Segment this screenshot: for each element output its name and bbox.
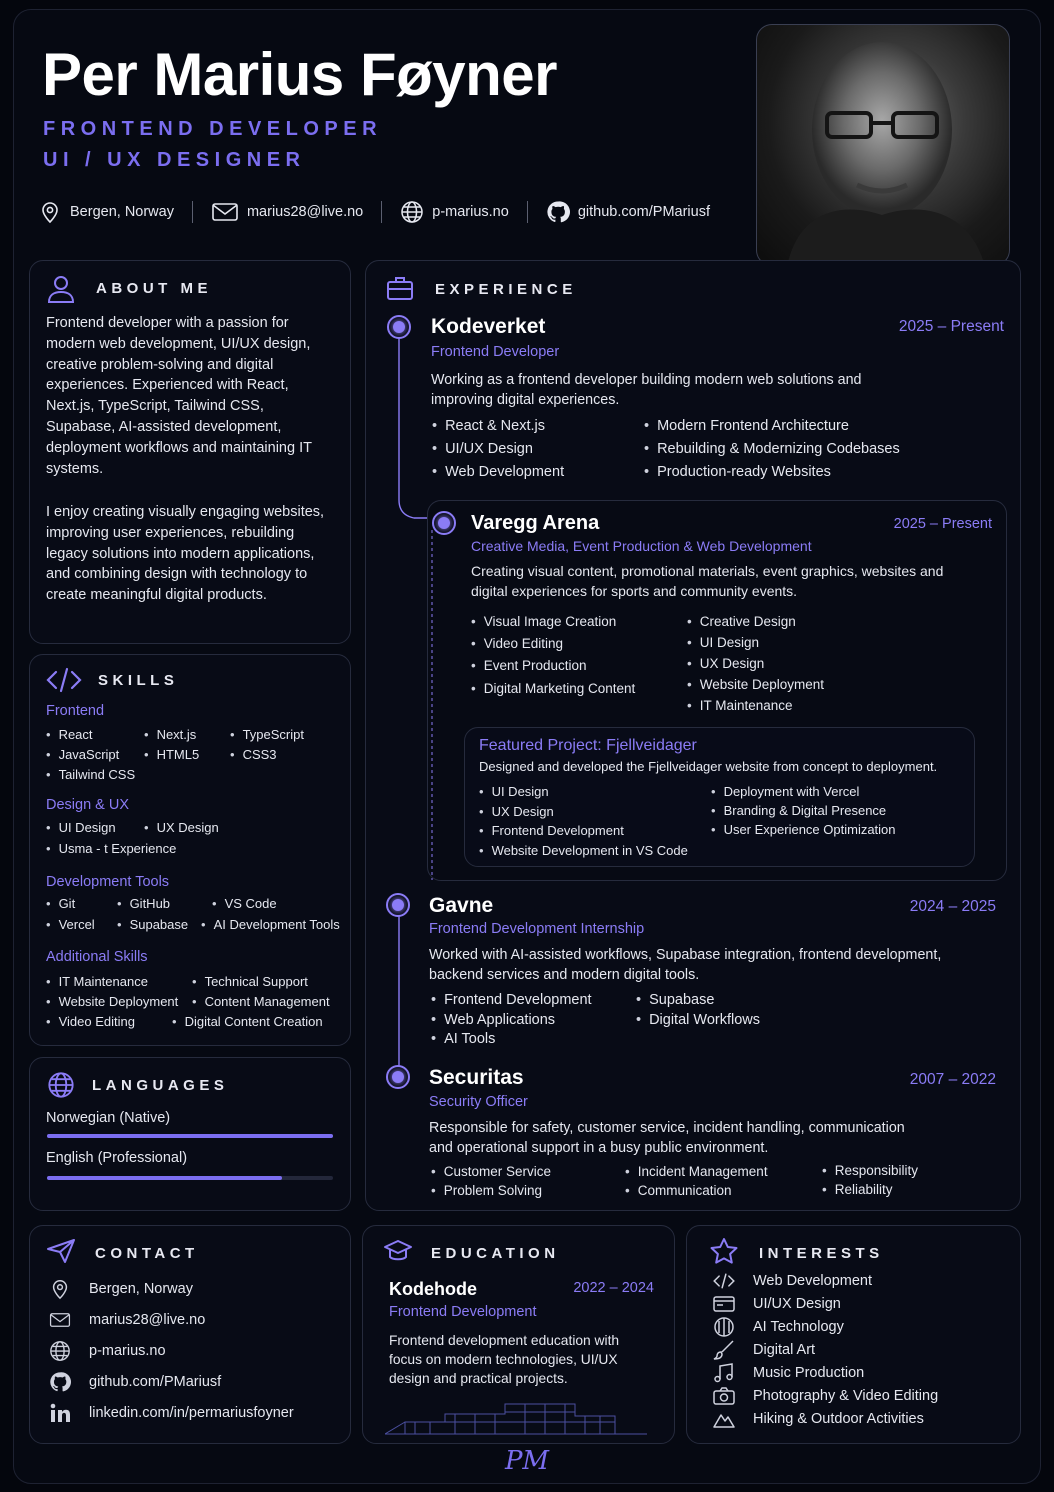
header-location-text: Bergen, Norway: [70, 204, 174, 220]
skill-item: • IT Maintenance: [46, 974, 148, 989]
header-email[interactable]: [211, 201, 363, 223]
profile-photo: [756, 24, 1010, 266]
github-icon: [546, 200, 570, 224]
skill-item: • TypeScript: [230, 727, 304, 742]
divider: [527, 201, 528, 223]
globe-icon: [400, 200, 424, 224]
skill-item: • Website Deployment: [46, 994, 178, 1009]
header-email-text[interactable]: marius28@live.no: [246, 204, 364, 220]
job-bullet: • Digital Marketing Content: [471, 681, 635, 696]
job-bullet: • Communication: [625, 1183, 732, 1198]
contact-location-text: Bergen, Norway: [89, 1281, 193, 1297]
featured-bullet: • User Experience Optimization: [711, 822, 896, 837]
timeline-dot: [386, 893, 410, 917]
timeline-dot: [387, 315, 411, 339]
interest-item: [713, 1272, 872, 1290]
header-location: [38, 200, 174, 224]
globe-icon: [49, 1340, 71, 1362]
monogram-logo: PM: [504, 1446, 550, 1476]
job-bullet: • UI Design: [687, 635, 759, 650]
interest-item: [713, 1295, 841, 1313]
header-contact-row: [38, 200, 710, 224]
skill-item: • Next.js: [144, 727, 196, 742]
location-pin-icon: [38, 200, 62, 224]
skills-tools-label: Development Tools: [46, 874, 170, 890]
interest-item: [713, 1386, 938, 1406]
language-level-bar: [47, 1176, 333, 1180]
interest-label: UI/UX Design: [753, 1296, 841, 1312]
contact-linkedin-text[interactable]: linkedin.com/in/permariusfoyner: [89, 1405, 294, 1421]
about-paragraph-1: Frontend developer with a passion for modern web development, UI/UX design, creative problem-solving and digital experiences. Experienced with React, Next.js, TypeScript, Tailwind CSS, Supabase, AI-assisted development, deployment workflows and maintaining IT systems.: [46, 315, 312, 477]
skills-additional-label: Additional Skills: [46, 949, 148, 965]
job-description: Working as a frontend developer building modern web solutions and improving digital experiences.: [431, 372, 862, 408]
divider: [381, 201, 382, 223]
contact-website[interactable]: [49, 1340, 166, 1362]
skill-item: • Content Management: [192, 994, 330, 1009]
code-icon: [46, 667, 82, 693]
job-bullet: • Supabase: [636, 992, 714, 1008]
featured-bullet: • Deployment with Vercel: [711, 784, 859, 799]
github-icon: [49, 1371, 71, 1393]
job-bullet: • Web Applications: [431, 1012, 555, 1028]
skill-item: • VS Code: [212, 896, 277, 911]
interest-label: Digital Art: [753, 1342, 816, 1358]
contact-email-text[interactable]: marius28@live.no: [89, 1312, 206, 1328]
brain-icon: [713, 1317, 735, 1337]
contact-github-text[interactable]: github.com/PMariusf: [89, 1374, 222, 1390]
interest-item: [713, 1409, 924, 1429]
header-github[interactable]: [546, 200, 710, 224]
timeline-dot: [432, 511, 456, 535]
role-title-2: UI / UX DESIGNER: [43, 149, 306, 171]
education-school: Kodehode: [389, 1279, 477, 1299]
contact-email[interactable]: [49, 1309, 205, 1331]
contact-website-text[interactable]: p-marius.no: [89, 1343, 166, 1359]
interest-item: [713, 1363, 864, 1383]
code-icon: [713, 1272, 735, 1290]
skills-title: SKILLS: [98, 672, 179, 689]
paintbrush-icon: [713, 1340, 735, 1360]
language-level-fill: [47, 1134, 333, 1138]
skill-item: • UI Design: [46, 820, 116, 835]
job-bullet: • Problem Solving: [431, 1183, 542, 1198]
skill-item: • Tailwind CSS: [46, 767, 135, 782]
skill-item: • AI Development Tools: [201, 917, 340, 932]
skill-item: • Vercel: [46, 917, 95, 932]
job-dates: 2024 – 2025: [909, 898, 996, 915]
interests-title: INTERESTS: [759, 1245, 884, 1262]
header-github-text[interactable]: github.com/PMariusf: [577, 204, 710, 220]
languages-title: LANGUAGES: [92, 1077, 229, 1094]
skill-item: • GitHub: [117, 896, 170, 911]
contact-location: [49, 1278, 193, 1300]
job-bullet: • Rebuilding & Modernizing Codebases: [644, 441, 900, 457]
camera-icon: [713, 1386, 735, 1406]
mail-icon: [211, 201, 239, 223]
interest-label: Hiking & Outdoor Activities: [753, 1411, 924, 1427]
language-level-bar: [47, 1134, 333, 1138]
send-icon: [46, 1238, 76, 1264]
job-role: Creative Media, Event Production & Web Development: [471, 538, 812, 554]
job-bullet: • React & Next.js: [432, 418, 545, 434]
interest-label: Web Development: [753, 1273, 873, 1289]
job-bullet: • Production-ready Websites: [644, 464, 831, 480]
featured-project-description: Designed and developed the Fjellveidager website from concept to deployment.: [479, 759, 938, 774]
job-role: Frontend Developer: [431, 344, 560, 360]
skill-item: • UX Design: [144, 820, 219, 835]
language-name: Norwegian (Native): [46, 1110, 171, 1126]
job-bullet: • Visual Image Creation: [471, 614, 616, 629]
user-icon: [46, 274, 76, 304]
job-dates: 2007 – 2022: [909, 1071, 996, 1088]
music-note-icon: [713, 1363, 735, 1383]
full-name: Per Marius Føyner: [42, 41, 558, 108]
timeline-dot: [386, 1065, 410, 1089]
education-title: EDUCATION: [431, 1245, 560, 1262]
browser-window-icon: [713, 1295, 735, 1313]
featured-bullet: • Website Development in VS Code: [479, 843, 688, 858]
skill-item: • Supabase: [117, 917, 188, 932]
job-bullet: • Digital Workflows: [636, 1012, 760, 1028]
building-skyline-illustration: [385, 1392, 647, 1436]
job-bullet: • IT Maintenance: [687, 698, 793, 713]
education-dates: 2022 – 2024: [573, 1280, 654, 1296]
job-company: Securitas: [429, 1066, 524, 1089]
job-bullet: • Incident Management: [625, 1164, 768, 1179]
header-website[interactable]: [400, 200, 509, 224]
interest-item: [713, 1317, 844, 1337]
skill-item: • HTML5: [144, 747, 199, 762]
job-bullet: • Web Development: [432, 464, 564, 480]
job-company: Varegg Arena: [471, 512, 600, 534]
job-dates: 2025 – Present: [893, 516, 992, 532]
job-bullet: • Website Deployment: [687, 677, 824, 692]
skill-item: • Git: [46, 896, 75, 911]
role-title-1: FRONTEND DEVELOPER: [43, 118, 383, 140]
experience-title: EXPERIENCE: [435, 281, 577, 298]
language-name: English (Professional): [46, 1150, 188, 1166]
job-dates: 2025 – Present: [898, 318, 1004, 335]
interest-label: Photography & Video Editing: [753, 1388, 939, 1404]
job-bullet: • UX Design: [687, 656, 764, 671]
skill-item: • Usma - t Experience: [46, 841, 176, 856]
language-level-fill: [47, 1176, 282, 1180]
education-description: Frontend development education with focus on modern technologies, UI/UX design and practical projects.: [389, 1333, 620, 1386]
mail-icon: [49, 1309, 71, 1331]
job-role: Security Officer: [429, 1094, 528, 1110]
skill-item: • Digital Content Creation: [172, 1014, 323, 1029]
skill-item: • JavaScript: [46, 747, 119, 762]
contact-github[interactable]: [49, 1371, 221, 1393]
job-company: Gavne: [429, 894, 494, 917]
skill-item: • React: [46, 727, 93, 742]
featured-project-title: Featured Project: Fjellveidager: [479, 737, 697, 754]
job-bullet: • Responsibility: [822, 1163, 918, 1178]
job-bullet: • UI/UX Design: [432, 441, 533, 457]
timeline-subline: [430, 530, 434, 880]
job-description: Worked with AI-assisted workflows, Supabase integration, frontend development, backend services and modern digital tools.: [429, 947, 942, 983]
job-bullet: • Event Production: [471, 658, 587, 673]
skill-item: • CSS3: [230, 747, 277, 762]
skills-design-label: Design & UX: [46, 797, 130, 813]
contact-title: CONTACT: [95, 1245, 199, 1262]
job-description: Responsible for safety, customer service, incident handling, communication and operational support in a busy public environment.: [429, 1120, 905, 1156]
interest-label: Music Production: [753, 1365, 865, 1381]
about-paragraph-2: I enjoy creating visually engaging websites, improving user experiences, rebuilding legacy solutions into modern applications, and combining design with technology to create meaningful digital products.: [46, 504, 325, 604]
star-icon: [709, 1237, 739, 1265]
education-program: Frontend Development: [389, 1304, 537, 1320]
featured-bullet: • Frontend Development: [479, 823, 624, 838]
divider: [192, 201, 193, 223]
graduation-cap-icon: [383, 1237, 413, 1265]
featured-bullet: • UI Design: [479, 784, 549, 799]
job-role: Frontend Development Internship: [429, 921, 645, 937]
skill-item: • Video Editing: [46, 1014, 135, 1029]
interest-label: AI Technology: [753, 1319, 844, 1335]
globe-icon: [47, 1071, 75, 1099]
job-bullet: • Creative Design: [687, 614, 796, 629]
briefcase-icon: [386, 275, 414, 301]
job-company: Kodeverket: [431, 315, 546, 338]
featured-bullet: • UX Design: [479, 804, 554, 819]
job-bullet: • Modern Frontend Architecture: [644, 418, 849, 434]
job-bullet: • AI Tools: [431, 1031, 495, 1047]
interest-item: [713, 1340, 815, 1360]
about-title: ABOUT ME: [96, 280, 212, 297]
job-description: Creating visual content, promotional materials, event graphics, websites and digital experiences for sports and community events.: [471, 563, 944, 599]
featured-bullet: • Branding & Digital Presence: [711, 803, 886, 818]
skills-frontend-label: Frontend: [46, 703, 105, 719]
job-bullet: • Frontend Development: [431, 992, 592, 1008]
contact-linkedin[interactable]: [49, 1402, 294, 1424]
job-bullet: • Video Editing: [471, 636, 563, 651]
header-website-text[interactable]: p-marius.no: [432, 204, 509, 220]
linkedin-icon: [49, 1402, 71, 1424]
job-bullet: • Customer Service: [431, 1164, 551, 1179]
mountain-icon: [713, 1409, 735, 1429]
job-bullet: • Reliability: [822, 1182, 893, 1197]
location-pin-icon: [49, 1278, 71, 1300]
skill-item: • Technical Support: [192, 974, 308, 989]
